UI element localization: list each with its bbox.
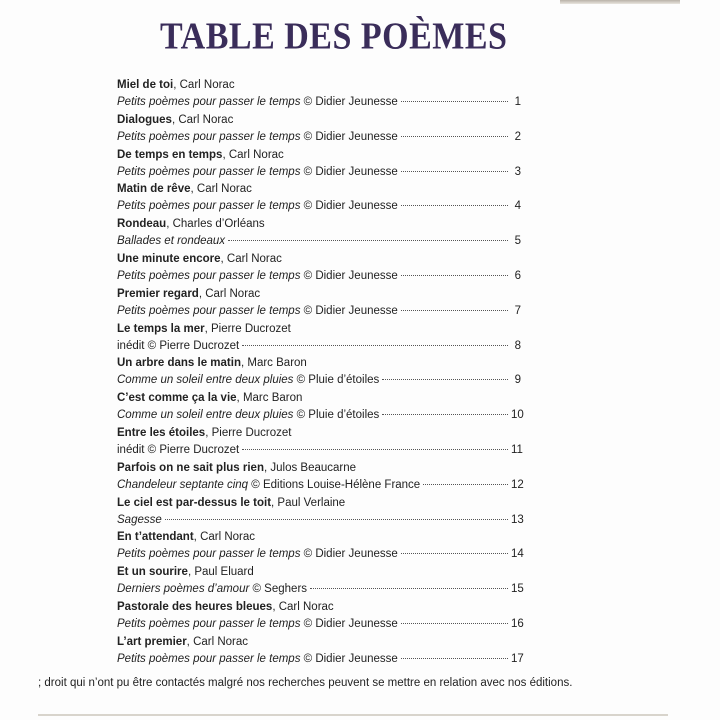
toc-entry-source [117,546,524,563]
poem-title: Rondeau [117,218,167,231]
title-separator: , [263,461,271,474]
toc-entry-heading [117,564,521,581]
source-title: Petits poèmes pour passer le temps [117,269,301,282]
toc-entry-heading [117,216,521,233]
page-top-edge [560,0,680,4]
title-separator: , [190,183,197,196]
source-title: Chandeleur septante cinq [117,478,249,491]
toc-entry-heading [117,321,521,338]
publisher: © Pluie d’étoiles [296,409,380,422]
title-separator: , [222,148,229,161]
source-title: Ballades et rondeaux [117,235,226,248]
toc-entry [117,77,521,112]
publisher: © Didier Jeunesse [303,269,398,282]
toc-entry-heading [117,425,521,442]
publisher: inédit © Pierre Ducrozet [117,339,240,352]
page-number: 17 [511,652,524,665]
poem-author: Julos Beaucarne [270,461,357,474]
dot-leader [401,553,508,554]
toc-entry-source [117,442,521,459]
publisher: © Pluie d’étoiles [296,374,380,387]
dot-leader [401,310,508,311]
toc-entry-heading [117,112,521,129]
title-separator: , [173,79,180,91]
toc-entry-source [117,407,524,424]
source-title: Petits poèmes pour passer le temps [117,200,301,213]
footer-note: ; droit qui n’ont pu être contactés malgré nos recherches peuvent se mettre en relation avec nos éditions. [38,677,573,689]
title-separator: , [220,252,227,265]
dot-leader [382,379,508,380]
poem-title: Matin de rêve [117,183,191,196]
dot-leader [401,171,508,172]
publisher: inédit © Pierre Ducrozet [117,443,240,456]
toc-entry-source [117,268,521,285]
toc-entry-heading [117,529,521,546]
poem-title: Parfois on ne sait plus rien [117,461,264,474]
page-number: 3 [514,165,521,178]
toc-entry-source [117,477,524,494]
toc-entry-heading [117,390,521,407]
toc-entry [117,216,521,251]
title-separator: , [187,566,195,579]
toc-entry [117,460,524,495]
toc-entry [117,251,521,286]
poem-title: Le temps la mer [117,322,205,335]
poem-title: Miel de toi [117,79,174,91]
publisher: © Didier Jeunesse [303,304,398,317]
title-separator: , [271,496,278,509]
poem-author: Carl Norac [193,635,249,648]
toc-entry-source [117,198,521,215]
poem-title: En t’attendant [117,531,194,544]
poem-title: Un arbre dans le matin [117,357,241,370]
publisher: © Didier Jeunesse [303,652,398,665]
publisher: © Didier Jeunesse [303,130,398,143]
title-separator: , [272,600,279,613]
toc-entry-heading [117,181,521,198]
toc-entry-heading [117,460,521,477]
poem-author: Charles d’Orléans [172,218,265,231]
poem-title: Dialogues [117,113,172,126]
title-separator: , [236,392,243,405]
source-title: Petits poèmes pour passer le temps [117,304,301,317]
source-title: Petits poèmes pour passer le temps [117,617,301,630]
publisher: © Didier Jeunesse [303,548,398,561]
page-number: 13 [511,513,524,526]
toc-entry [117,355,521,390]
title-separator: , [193,531,201,544]
source-title: Petits poèmes pour passer le temps [117,96,301,108]
poem-title: De temps en temps [117,148,223,161]
toc-entry [117,321,521,356]
dot-leader [228,240,508,241]
page-number: 1 [514,96,521,108]
page-number: 4 [514,200,521,213]
poem-title: Premier regard [117,287,199,300]
toc-entry [117,181,521,216]
poem-author: Pierre Ducrozet [211,426,292,439]
toc-entry-heading [117,147,521,164]
toc-entry-heading [117,77,521,94]
dot-leader [242,345,508,346]
page-number: 10 [511,409,524,422]
toc-entry-heading [117,286,521,303]
toc-entry [117,390,524,425]
toc-entry [117,599,524,634]
toc-entry [117,112,521,147]
dot-leader [165,519,508,520]
source-title: Sagesse [117,513,162,526]
toc-entry-source [117,303,521,320]
title-separator: , [240,357,248,370]
poem-author: Marc Baron [247,357,307,370]
publisher: © Seghers [252,583,308,596]
toc-entry-heading [117,355,521,372]
poem-title: Pastorale des heures bleues [117,600,273,613]
dot-leader [401,205,508,206]
page-number: 5 [514,235,521,248]
source-title: Derniers poèmes d’amour [117,583,250,596]
toc-entry [117,564,524,599]
toc-entry-source [117,651,524,668]
title-separator: , [205,426,212,439]
poem-title: Entre les étoiles [117,426,206,439]
page-number: 2 [514,130,521,143]
poem-author: Pierre Ducrozet [210,322,291,335]
publisher: © Didier Jeunesse [303,165,398,178]
toc-entry-source [117,94,521,111]
source-title: Comme un soleil entre deux pluies [117,374,294,387]
toc-entry-source [117,338,521,355]
dot-leader [401,136,508,137]
page-title: TABLE DES POÈMES [160,16,508,58]
page-number: 15 [511,583,524,596]
title-separator: , [166,218,173,231]
toc-entry-heading [117,495,521,512]
publisher: © Didier Jeunesse [303,96,398,108]
poem-author: Carl Norac [196,183,252,196]
toc-entry-source [117,129,521,146]
source-title: Petits poèmes pour passer le temps [117,130,301,143]
source-title: Petits poèmes pour passer le temps [117,165,301,178]
poem-author: Carl Norac [200,531,256,544]
source-title: Comme un soleil entre deux pluies [117,409,294,422]
page-number: 14 [511,548,524,561]
poem-title: C’est comme ça la vie [117,392,237,405]
page-number: 9 [514,374,521,387]
poem-author: Carl Norac [205,287,261,300]
page-number: 11 [511,443,523,456]
page-number: 8 [514,339,521,352]
toc-entry-source [117,164,521,181]
dot-leader [382,414,508,415]
table-of-contents [117,77,524,669]
title-separator: , [204,322,211,335]
poem-author: Carl Norac [226,252,282,265]
page-number: 16 [511,617,524,630]
publisher: © Didier Jeunesse [303,200,398,213]
title-separator: , [198,287,206,300]
publisher: © Editions Louise-Hélène France [251,478,421,491]
page-number: 6 [514,269,521,282]
toc-entry-source [117,372,521,389]
dot-leader [401,101,508,102]
dot-leader [423,484,508,485]
source-title: Petits poèmes pour passer le temps [117,548,301,561]
poem-author: Carl Norac [178,113,234,126]
dot-leader [310,588,508,589]
poem-title: Et un sourire [117,566,188,579]
toc-entry [117,495,524,530]
poem-title: Le ciel est par-dessus le toit [117,496,272,509]
source-title: Petits poèmes pour passer le temps [117,652,301,665]
toc-entry [117,147,521,182]
poem-author: Carl Norac [228,148,284,161]
page-number: 12 [511,478,524,491]
toc-entry-source [117,616,524,633]
dot-leader [242,449,508,450]
poem-title: Une minute encore [117,252,221,265]
page-number: 7 [514,304,521,317]
toc-entry-heading [117,599,521,616]
toc-entry [117,529,524,564]
poem-author: Carl Norac [278,600,334,613]
toc-entry-heading [117,634,521,651]
toc-entry-heading [117,251,521,268]
poem-author: Marc Baron [242,392,303,405]
page-bottom-edge [38,714,668,716]
dot-leader [401,623,508,624]
publisher: © Didier Jeunesse [303,617,398,630]
toc-entry-source [117,581,524,598]
toc-entry [117,286,521,321]
poem-author: Paul Verlaine [277,496,346,509]
toc-entry [117,634,524,669]
title-separator: , [186,635,194,648]
toc-entry-source [117,233,521,250]
poem-author: Paul Eluard [194,566,254,579]
poem-author: Carl Norac [179,79,235,91]
toc-entry [117,425,521,460]
poem-title: L’art premier [117,635,187,648]
title-separator: , [171,113,179,126]
dot-leader [401,658,508,659]
toc-entry-source [117,512,524,529]
dot-leader [401,275,508,276]
